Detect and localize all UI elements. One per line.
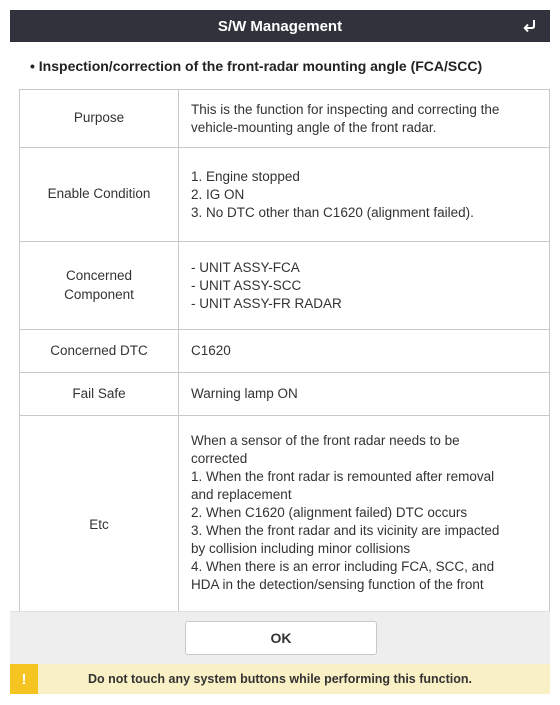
section-heading: • Inspection/correction of the front-radar mounting angle (FCA/SCC) — [30, 58, 483, 74]
row-value-line: When a sensor of the front radar needs to be — [191, 433, 460, 448]
warning-text: Do not touch any system buttons while performing this function. — [87, 672, 473, 686]
row-value — [179, 242, 550, 330]
row-value — [179, 90, 550, 148]
info-table — [19, 89, 550, 611]
row-value-line: Warning lamp ON — [191, 386, 298, 401]
warning-icon: ! — [10, 664, 38, 694]
row-value-line: This is the function for inspecting and correcting the — [191, 101, 500, 117]
row-value-line: 2. IG ON — [191, 186, 245, 202]
row-label: Enable Condition — [20, 148, 179, 242]
row-value-line: 1. Engine stopped — [191, 168, 300, 184]
row-label: Concerned DTC — [20, 330, 179, 373]
row-value — [179, 373, 550, 416]
return-arrow-icon[interactable] — [514, 10, 546, 42]
table-row — [20, 330, 550, 373]
row-value-line: vehicle-mounting angle of the front radar. — [191, 119, 437, 135]
row-value-line: 1. When the front radar is remounted after removal — [191, 469, 495, 484]
row-value — [179, 416, 550, 612]
row-value — [179, 330, 550, 373]
row-label — [20, 242, 179, 330]
window-title: S/W Management — [217, 17, 343, 35]
table-row — [20, 90, 550, 148]
warning-bar — [10, 664, 550, 694]
row-value-line: 2. When C1620 (alignment failed) DTC occurs — [191, 505, 468, 520]
title-bar — [10, 10, 550, 42]
row-value-line: and replacement — [191, 487, 292, 502]
row-label: Fail Safe — [20, 373, 179, 416]
row-value-line: 3. When the front radar and its vicinity are impacted — [191, 523, 500, 538]
row-label: Purpose — [20, 90, 179, 148]
dialog-footer — [10, 611, 550, 664]
row-value-line: 3. No DTC other than C1620 (alignment failed). — [191, 204, 474, 220]
row-label: Etc — [20, 416, 179, 612]
row-value — [179, 148, 550, 242]
row-value-line: corrected — [191, 451, 248, 466]
table-row — [20, 373, 550, 416]
table-row — [20, 148, 550, 242]
table-row — [20, 416, 550, 612]
info-scroll-area[interactable] — [19, 89, 551, 611]
row-value-line: - UNIT ASSY-FCA — [191, 259, 300, 275]
ok-button[interactable]: OK — [185, 621, 377, 655]
row-value-line: C1620 — [191, 343, 231, 358]
row-value-line: by collision including minor collisions — [191, 541, 411, 556]
row-label-text: Concerned Component — [64, 268, 134, 302]
row-value-line: - UNIT ASSY-FR RADAR — [191, 295, 342, 311]
row-value-line: HDA in the detection/sensing function of the front — [191, 577, 484, 592]
table-row — [20, 242, 550, 330]
row-value-line: 4. When there is an error including FCA, SCC, and — [191, 559, 495, 574]
row-value-line: - UNIT ASSY-SCC — [191, 277, 302, 293]
